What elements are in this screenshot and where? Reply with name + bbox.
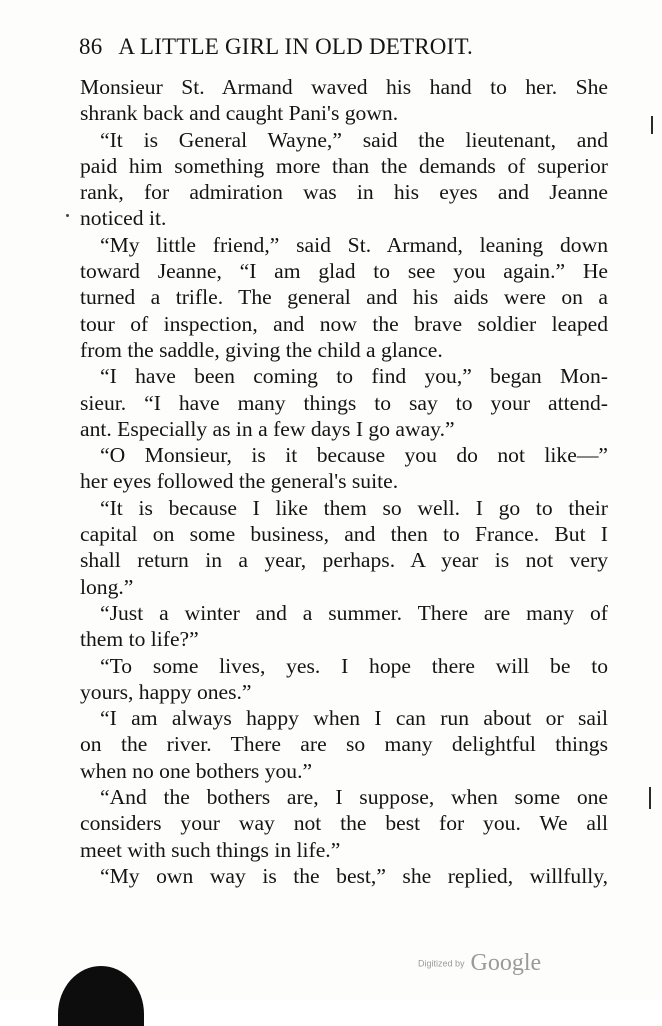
text-line: on the river. There are so many delightful things [80, 732, 608, 757]
text-line: noticed it. [80, 206, 167, 231]
text-line: tour of inspection, and now the brave soldier leaped [80, 311, 608, 336]
digitized-label: Digitized by [418, 958, 465, 969]
text-line: long.” [80, 574, 134, 599]
text-line: “It is General Wayne,” said the lieutenant, and [100, 127, 608, 152]
digitized-watermark [418, 950, 541, 977]
ink-speck [66, 214, 69, 217]
google-logo: Google [470, 950, 542, 976]
text-line: Monsieur St. Armand waved his hand to her. She [80, 75, 608, 99]
text-line: her eyes followed the general's suite. [80, 469, 399, 494]
text-line: “And the bothers are, I suppose, when some one [100, 785, 608, 810]
text-line: meet with such things in life.” [80, 837, 341, 862]
text-line: considers your way not the best for you. We all [80, 811, 608, 836]
text-line: them to life?” [80, 627, 199, 652]
text-line: when no one bothers you.” [80, 758, 313, 783]
text-line: “To some lives, yes. I hope there will be to [100, 653, 608, 678]
body-text [80, 74, 608, 889]
text-line: shall return in a year, perhaps. A year is not very [80, 548, 608, 573]
text-line: “O Monsieur, is it because you do not like—” [100, 443, 608, 468]
page-number: 86 [79, 34, 103, 59]
text-line: paid him something more than the demands of superior [80, 153, 608, 178]
page-edge-mark [649, 787, 651, 809]
page-edge-mark [651, 116, 653, 134]
text-line: yours, happy ones.” [80, 679, 252, 704]
running-title: A LITTLE GIRL IN OLD DETROIT. [118, 34, 473, 59]
text-line: “Just a winter and a summer. There are many of [100, 600, 608, 625]
text-line: “It is because I like them so well. I go to their [100, 495, 608, 520]
text-line: shrank back and caught Pani's gown. [80, 101, 399, 126]
text-line: capital on some business, and then to France. But I [80, 522, 608, 547]
text-line: ant. Especially as in a few days I go away.” [80, 416, 455, 441]
text-line: rank, for admiration was in his eyes and Jeanne [80, 180, 608, 205]
text-line: “I am always happy when I can run about or sail [100, 706, 608, 731]
text-line: turned a trifle. The general and his aids were on a [80, 285, 608, 310]
text-line: toward Jeanne, “I am glad to see you again.” He [80, 259, 608, 284]
text-line: “My own way is the best,” she replied, willfully, [100, 863, 608, 888]
text-line: from the saddle, giving the child a glance. [80, 337, 443, 362]
page-header [79, 34, 619, 60]
text-line: “I have been coming to find you,” began Mon- [100, 364, 608, 389]
text-line: “My little friend,” said St. Armand, leaning down [100, 232, 608, 257]
text-line: sieur. “I have many things to say to your attend- [80, 390, 608, 415]
thumb-shadow [58, 966, 144, 1026]
